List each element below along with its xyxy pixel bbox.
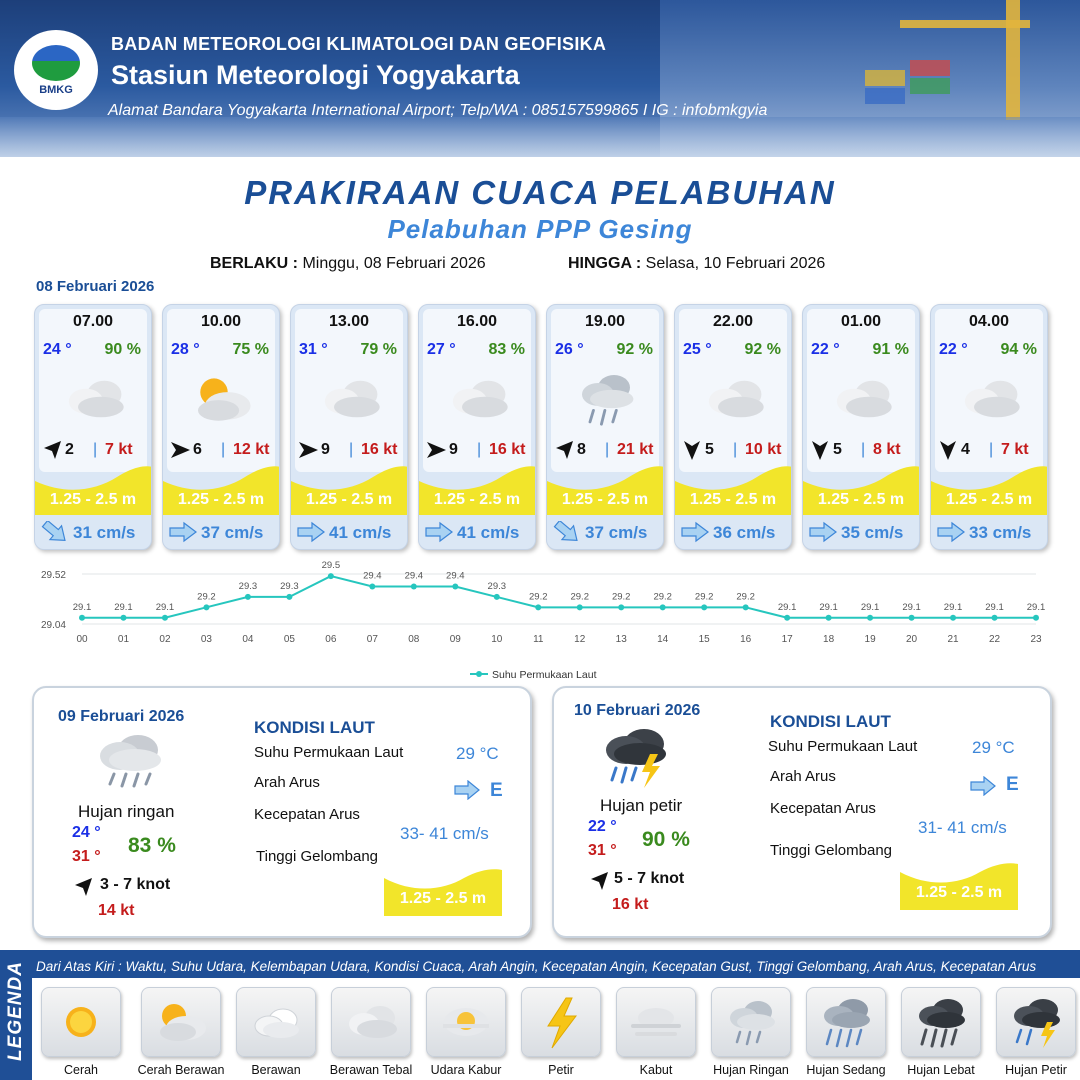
day3-sst: 29 °C [972,738,1015,757]
x-tick-label: 06 [325,634,337,645]
crane-tower [1006,0,1020,120]
bmkg-logo [14,30,98,110]
day2-date: 09 Februari 2026 [58,708,185,725]
card-current: 36 cm/s [713,523,776,542]
card-gust: 10 kt [745,441,782,458]
sst-data-point [494,594,500,600]
hujan-ringan-icon [90,728,170,798]
sst-data-label: 29.2 [653,591,672,603]
card-current: 35 cm/s [841,523,904,542]
x-tick-label: 20 [906,634,918,645]
sst-data-point [826,615,832,621]
sst-data-label: 29.3 [280,580,299,592]
day2-sst: 29 °C [456,744,499,763]
cerah-icon [50,994,112,1050]
card-temp: 27 ° [427,341,456,358]
day1-date: 08 Februari 2026 [36,278,155,295]
station-name: Stasiun Meteorologi Yogyakarta [111,60,520,90]
card-wind: 9 [449,441,458,458]
sst-data-label: 29.1 [943,601,963,613]
sst-data-point [701,604,707,610]
sst-chart [30,560,1050,685]
cerah-berawan-icon [150,994,212,1050]
card-humidity: 94 % [1000,341,1037,358]
sst-data-point [867,615,873,621]
legend-item [426,987,506,1057]
sst-data-point [245,594,251,600]
card-temp: 22 ° [811,341,840,358]
validity-from-label: BERLAKU : [210,255,298,272]
x-tick-label: 12 [574,634,586,645]
card-gust: 12 kt [233,441,270,458]
legend-point-swatch [476,671,482,677]
card-current: 37 cm/s [201,523,264,542]
legend-item [41,987,121,1057]
card-humidity: 92 % [616,341,653,358]
y-tick-label: 29.52 [40,570,66,581]
day2-tmin: 24 ° [72,824,101,841]
card-humidity: 79 % [360,341,397,358]
card-gust: 16 kt [361,441,398,458]
card-humidity: 91 % [872,341,909,358]
sst-data-point [660,604,666,610]
day3-humidity: 90 % [642,828,690,851]
berawan-tebal-icon [697,367,771,431]
berawan-tebal-icon [57,367,131,431]
legend-item-label: Berawan [251,1063,301,1077]
berawan-tebal-icon [313,367,387,431]
arrow-e-icon [454,780,480,800]
day3-curspeed: 31- 41 cm/s [918,818,1007,837]
y-tick-label: 29.04 [40,620,66,631]
page-title: PRAKIRAAN CUACA PELABUHAN [244,174,836,211]
card-gust: 8 kt [873,441,901,458]
x-tick-label: 08 [408,634,420,645]
day3-sea-title: KONDISI LAUT [770,712,891,731]
sst-data-label: 29.2 [197,591,216,603]
container-block [910,60,950,76]
sst-data-label: 29.1 [860,601,880,613]
sst-data-label: 29.2 [694,591,714,603]
card-temp: 25 ° [683,341,712,358]
x-tick-label: 01 [117,634,130,645]
sst-data-label: 29.1 [114,601,133,613]
sst-data-point [203,604,209,610]
card-temp: 26 ° [555,341,584,358]
x-tick-label: 15 [698,634,710,645]
berawan-tebal-icon [953,367,1027,431]
sst-data-point [120,615,126,621]
sst-data-point [1033,615,1039,621]
card-time: 19.00 [584,313,626,330]
legend-item [616,987,696,1057]
day2-curdir: E [490,780,503,801]
card-time: 16.00 [456,313,498,330]
legend-item [806,987,886,1057]
sst-data-point [577,604,583,610]
card-wave: 1.25 - 2.5 m [305,491,393,508]
arrow-ne-icon [72,876,94,898]
sst-data-label: 29.2 [570,591,589,603]
day2-humidity: 83 % [128,834,176,857]
forecast-card [290,304,408,550]
legend-item [236,987,316,1057]
arrow-e-icon [169,521,197,543]
x-tick-label: 21 [947,634,959,645]
cerah-berawan-icon [185,367,259,431]
arrow-ne-icon [588,870,610,892]
legend-item-label: Kabut [639,1063,673,1077]
card-gust: 16 kt [489,441,526,458]
header-banner [0,0,1080,157]
sst-series-line [82,576,1036,618]
card-temp: 24 ° [43,341,72,358]
card-wind: 9 [321,441,330,458]
card-temp: 22 ° [939,341,968,358]
day3-tmin: 22 ° [588,818,617,835]
card-time: 10.00 [200,313,242,330]
forecast-card [802,304,920,550]
card-wave: 1.25 - 2.5 m [433,491,521,508]
arrow-e-icon [425,521,453,543]
x-tick-label: 04 [242,634,254,645]
card-separator: | [861,441,866,458]
sst-data-label: 29.1 [985,601,1004,613]
card-wave: 1.25 - 2.5 m [49,491,137,508]
day2-curdir-label: Arah Arus [254,774,320,791]
forecast-card [34,304,152,550]
card-separator: | [221,441,226,458]
card-separator: | [733,441,738,458]
sst-data-point [286,594,292,600]
legend-item-label: Hujan Petir [1005,1063,1067,1077]
day2-sst-label: Suhu Permukaan Laut [254,744,404,761]
sst-data-label: 29.4 [363,570,382,582]
legend-item-label: Hujan Ringan [713,1063,789,1077]
x-tick-label: 23 [1030,634,1042,645]
sst-data-label: 29.1 [777,601,797,613]
x-tick-label: 00 [76,634,88,645]
card-wave: 1.25 - 2.5 m [817,491,905,508]
forecast-card [546,304,664,550]
sst-data-label: 29.2 [529,591,548,603]
arrow-e-icon [937,521,965,543]
card-humidity: 92 % [744,341,781,358]
berawan-tebal-icon [340,994,402,1050]
day3-curdir: E [1006,774,1019,795]
x-tick-label: 13 [615,634,627,645]
card-separator: | [605,441,610,458]
validity-to-label: HINGGA : [568,255,642,272]
day3-wave-label: Tinggi Gelombang [770,842,893,859]
x-tick-label: 22 [988,634,1001,645]
day3-date: 10 Februari 2026 [574,702,701,719]
x-tick-label: 18 [823,634,835,645]
day3-condition: Hujan petir [600,796,683,815]
day3-wave: 1.25 - 2.5 m [915,884,1003,901]
sst-data-label: 29.2 [611,591,631,603]
day3-wind: 5 - 7 knot [614,870,685,887]
terminal-floor [0,117,1080,157]
x-tick-label: 07 [366,634,378,645]
legend-item [141,987,221,1057]
legend-item [901,987,981,1057]
legend-item-label: Cerah Berawan [137,1063,225,1077]
sst-data-label: 29.4 [404,570,424,582]
sst-data-point [784,615,790,621]
legend-item [711,987,791,1057]
x-tick-label: 05 [283,634,295,645]
sst-data-label: 29.3 [487,580,507,592]
legend-item-label: Berawan Tebal [329,1063,413,1077]
card-time: 01.00 [840,313,882,330]
card-separator: | [477,441,482,458]
sst-data-point [992,615,998,621]
day2-wave-label: Tinggi Gelombang [256,848,379,865]
bmkg-emblem-icon [32,45,80,81]
day3-tmax: 31 ° [588,842,617,859]
sst-data-label: 29.1 [819,601,838,613]
day3-sst-label: Suhu Permukaan Laut [768,738,918,755]
card-time: 13.00 [328,313,370,330]
sst-data-label: 29.1 [72,601,92,613]
card-current: 41 cm/s [457,523,520,542]
sst-data-label: 29.2 [736,591,755,603]
validity-from-value: Minggu, 08 Februari 2026 [302,255,486,272]
card-temp: 28 ° [171,341,200,358]
legend-item [331,987,411,1057]
card-wind: 6 [193,441,202,458]
card-wave: 1.25 - 2.5 m [689,491,777,508]
legend-description: Dari Atas Kiri : Waktu, Suhu Udara, Kelembapan Udara, Kondisi Cuaca, Arah Angin, Kecepatan Angin, Kecepatan Gust, Tinggi Gelombang, Arah Arus, Kecepatan Arus [36,959,1037,974]
sst-data-label: 29.5 [321,560,341,572]
x-tick-label: 16 [740,634,752,645]
card-humidity: 90 % [104,341,141,358]
hujan-ringan-icon [569,367,643,431]
arrow-e-icon [970,776,996,796]
forecast-card [930,304,1048,550]
validity-to [568,255,825,273]
container-block [865,88,905,104]
sst-data-point [950,615,956,621]
x-tick-label: 14 [657,634,669,645]
petir-icon [530,994,592,1050]
card-separator: | [349,441,354,458]
card-time: 22.00 [712,313,754,330]
hujan-sedang-icon [815,994,877,1050]
legend-item-label: Hujan Sedang [806,1063,886,1077]
card-humidity: 83 % [488,341,525,358]
card-temp: 31 ° [299,341,328,358]
logo-text: BMKG [39,83,73,96]
card-separator: | [93,441,98,458]
card-wind: 5 [705,441,714,458]
sst-data-point [743,604,749,610]
container-block [865,70,905,86]
container-block [910,78,950,94]
card-time: 07.00 [72,313,114,330]
legend-side [0,950,32,1080]
sst-data-point [162,615,168,621]
card-current: 31 cm/s [73,523,136,542]
arrow-se-icon [41,521,69,543]
card-wave: 1.25 - 2.5 m [177,491,265,508]
agency-name: BADAN METEOROLOGI KLIMATOLOGI DAN GEOFISIKA [111,34,607,54]
card-current: 37 cm/s [585,523,648,542]
day2-condition: Hujan ringan [78,802,175,821]
arrow-e-icon [681,521,709,543]
validity-to-value: Selasa, 10 Februari 2026 [645,255,826,272]
legend-item-label: Hujan Lebat [907,1063,975,1077]
x-tick-label: 02 [159,634,171,645]
day3-gust: 16 kt [612,896,649,913]
card-gust: 7 kt [1001,441,1029,458]
sst-data-point [369,584,375,590]
hujan-petir-icon [1005,994,1067,1050]
hujan-ringan-icon [720,994,782,1050]
hujan-petir-icon [596,724,676,794]
day3-curdir-label: Arah Arus [770,768,836,785]
berawan-icon [245,994,307,1050]
forecast-card [162,304,280,550]
x-tick-label: 17 [781,634,793,645]
legend-item [521,987,601,1057]
berawan-tebal-icon [825,367,899,431]
sst-data-point [618,604,624,610]
kabut-icon [625,994,687,1050]
card-wind: 2 [65,441,74,458]
sst-data-point [452,584,458,590]
day2-gust: 14 kt [98,902,135,919]
card-wave: 1.25 - 2.5 m [561,491,649,508]
arrow-e-icon [297,521,325,543]
x-tick-label: 11 [533,634,544,645]
card-time: 04.00 [968,313,1010,330]
card-wave: 1.25 - 2.5 m [945,491,1033,508]
card-separator: | [989,441,994,458]
berawan-tebal-icon [441,367,515,431]
sst-data-point [328,573,334,579]
day3-curspeed-label: Kecepatan Arus [770,800,876,817]
day2-panel [32,686,532,938]
legend-item-label: Cerah [63,1063,99,1077]
validity-from [210,255,486,273]
sst-data-label: 29.1 [902,601,921,613]
arrow-se-icon [553,521,581,543]
day2-curspeed-label: Kecepatan Arus [254,806,360,823]
sst-data-point [79,615,85,621]
x-tick-label: 03 [200,634,212,645]
station-address: Alamat Bandara Yogyakarta International Airport; Telp/WA : 085157599865 I IG : infobmkgyia [108,102,768,119]
card-wind: 4 [961,441,970,458]
chart-legend-label: Suhu Permukaan Laut [492,669,597,681]
x-tick-label: 10 [491,634,503,645]
legend-side-label: LEGENDA [5,961,26,1061]
x-tick-label: 09 [449,634,461,645]
day2-curspeed: 33- 41 cm/s [400,824,489,843]
sst-data-point [909,615,915,621]
card-wind: 8 [577,441,586,458]
card-current: 41 cm/s [329,523,392,542]
sst-data-point [535,604,541,610]
sst-data-label: 29.4 [446,570,465,582]
forecast-card [418,304,536,550]
legend-item-label: Petir [548,1063,574,1077]
day3-panel [552,686,1052,938]
card-gust: 21 kt [617,441,654,458]
sst-data-label: 29.1 [1026,601,1046,613]
hujan-lebat-icon [910,994,972,1050]
day2-tmax: 31 ° [72,848,101,865]
card-gust: 7 kt [105,441,133,458]
day2-wind: 3 - 7 knot [100,876,171,893]
udara-kabur-icon [435,994,497,1050]
card-humidity: 75 % [232,341,269,358]
day2-sea-title: KONDISI LAUT [254,718,375,737]
day2-wave: 1.25 - 2.5 m [399,890,487,907]
legend-item [996,987,1076,1057]
card-wind: 5 [833,441,842,458]
card-current: 33 cm/s [969,523,1032,542]
sst-data-label: 29.1 [155,601,175,613]
x-tick-label: 19 [864,634,876,645]
sst-data-point [411,584,417,590]
legend-item-label: Udara Kabur [430,1063,502,1077]
forecast-card [674,304,792,550]
arrow-e-icon [809,521,837,543]
sst-data-label: 29.3 [238,580,258,592]
page-subtitle: Pelabuhan PPP Gesing [387,214,693,244]
